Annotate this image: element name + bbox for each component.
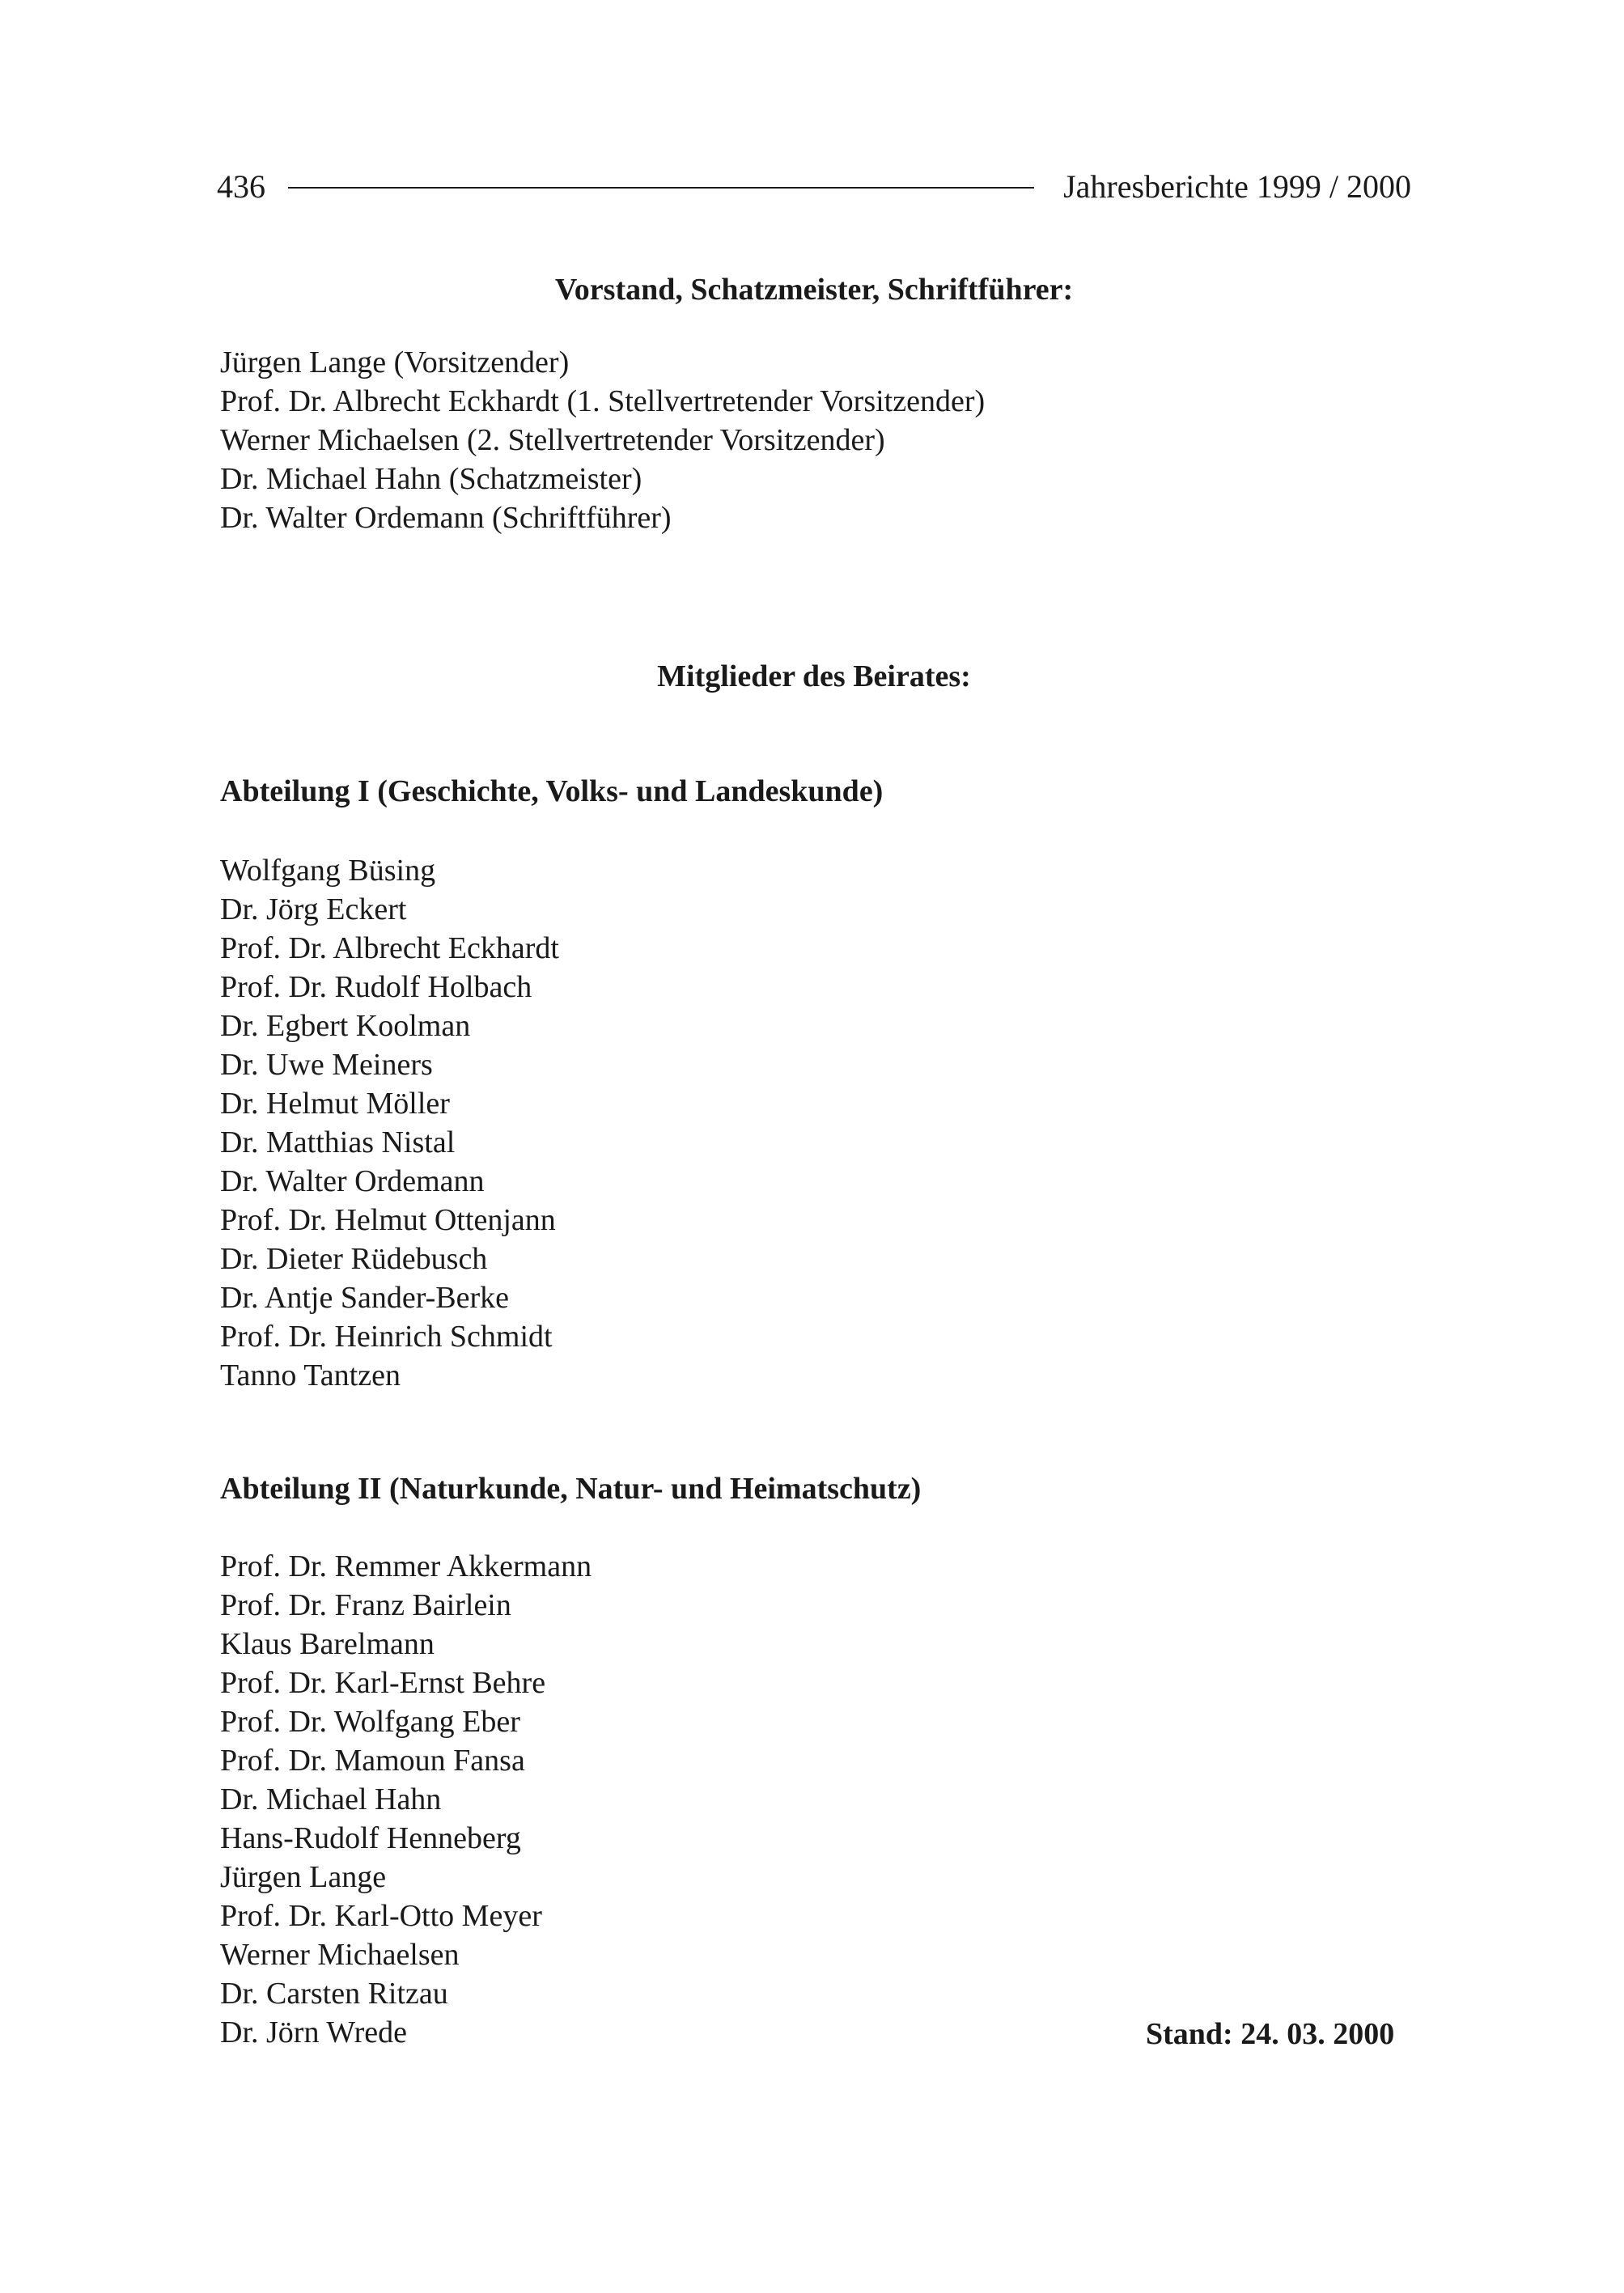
list-item: Dr. Antje Sander-Berke	[220, 1281, 509, 1315]
list-item: Tanno Tantzen	[220, 1358, 401, 1392]
list-item: Prof. Dr. Heinrich Schmidt	[220, 1320, 553, 1354]
list-item: Dr. Walter Ordemann (Schriftführer)	[220, 501, 672, 535]
list-item: Dr. Michael Hahn	[220, 1782, 442, 1816]
list-item: Jürgen Lange (Vorsitzender)	[220, 345, 570, 379]
abteilung-1-heading: Abteilung I (Geschichte, Volks- und Landeskunde)	[220, 774, 884, 808]
list-item: Prof. Dr. Mamoun Fansa	[220, 1744, 525, 1778]
list-item: Dr. Matthias Nistal	[220, 1125, 456, 1159]
list-item: Dr. Dieter Rüdebusch	[220, 1242, 488, 1276]
list-item: Prof. Dr. Wolfgang Eber	[220, 1705, 520, 1739]
list-item: Prof. Dr. Albrecht Eckhardt	[220, 931, 559, 965]
list-item: Wolfgang Büsing	[220, 854, 436, 888]
list-item: Dr. Jörn Wrede	[220, 2015, 407, 2049]
abteilung-1-list	[220, 851, 559, 1395]
list-item: Dr. Walter Ordemann	[220, 1164, 485, 1198]
list-item: Klaus Barelmann	[220, 1627, 435, 1661]
stand-date: Stand: 24. 03. 2000	[1146, 2017, 1395, 2051]
abteilung-2-list	[220, 1547, 592, 2052]
header-rule	[288, 187, 1034, 189]
running-header	[217, 162, 1411, 210]
list-item: Prof. Dr. Karl-Ernst Behre	[220, 1666, 546, 1700]
list-item: Dr. Uwe Meiners	[220, 1048, 433, 1082]
abteilung-2-heading: Abteilung II (Naturkunde, Natur- und Heimatschutz)	[220, 1472, 922, 1506]
list-item: Dr. Egbert Koolman	[220, 1009, 471, 1043]
list-item: Prof. Dr. Helmut Ottenjann	[220, 1203, 556, 1237]
list-item: Prof. Dr. Albrecht Eckhardt (1. Stellvertretender Vorsitzender)	[220, 384, 986, 418]
list-item: Werner Michaelsen (2. Stellvertretender Vorsitzender)	[220, 423, 885, 457]
list-item: Prof. Dr. Remmer Akkermann	[220, 1549, 592, 1583]
list-item: Dr. Jörg Eckert	[220, 892, 407, 926]
list-item: Dr. Michael Hahn (Schatzmeister)	[220, 462, 642, 496]
beirat-heading: Mitglieder des Beirates:	[657, 659, 971, 693]
vorstand-list	[220, 343, 985, 537]
running-title: Jahresberichte 1999 / 2000	[1063, 167, 1411, 205]
list-item: Werner Michaelsen	[220, 1938, 460, 1972]
page-number: 436	[217, 167, 265, 205]
list-item: Hans-Rudolf Henneberg	[220, 1821, 521, 1855]
vorstand-heading: Vorstand, Schatzmeister, Schriftführer:	[554, 273, 1074, 307]
list-item: Prof. Dr. Karl-Otto Meyer	[220, 1899, 542, 1933]
list-item: Prof. Dr. Rudolf Holbach	[220, 970, 532, 1004]
list-item: Jürgen Lange	[220, 1860, 387, 1894]
list-item: Dr. Carsten Ritzau	[220, 1977, 448, 2011]
list-item: Prof. Dr. Franz Bairlein	[220, 1588, 511, 1622]
list-item: Dr. Helmut Möller	[220, 1087, 450, 1121]
